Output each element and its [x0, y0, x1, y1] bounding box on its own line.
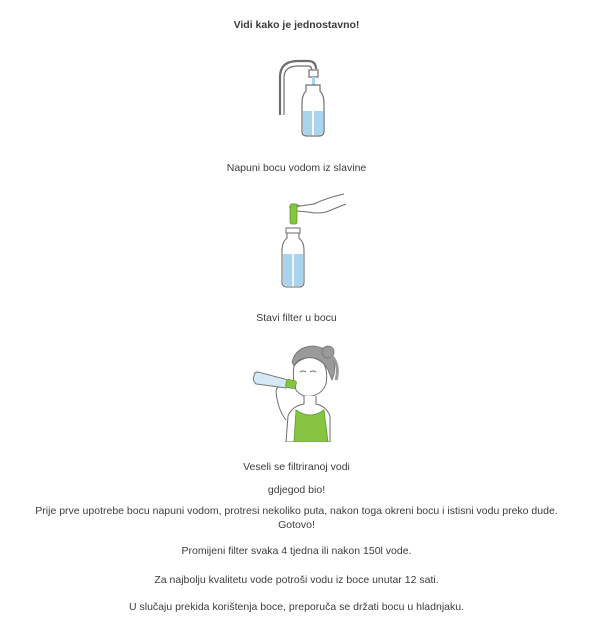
note-first-use: Prije prve upotrebe bocu napuni vodom, protresi nekoliko puta, nakon toga okreni bocu i istisni vodu preko dude. [35, 505, 558, 517]
woman-drinking-illustration [252, 340, 346, 442]
step-caption-fill: Napuni bocu vodom iz slavine [226, 162, 367, 174]
note-best-quality: Za najbolju kvalitetu vode potroši vodu iz boce unutar 12 sati. [154, 574, 439, 586]
page-title: Vidi kako je jednostavno! [233, 19, 360, 31]
hand-inserting-filter-illustration [274, 192, 349, 288]
step-caption-insert-filter: Stavi filter u bocu [256, 312, 337, 324]
note-anywhere: gdjegod bio! [267, 484, 326, 496]
step-caption-enjoy: Veseli se filtriranoj vodi [243, 461, 350, 473]
faucet-filling-bottle-illustration [268, 55, 328, 140]
note-filter-change: Promijeni filter svaka 4 tjedna ili nakon 150l vode. [181, 545, 412, 557]
note-storage: U slučaju prekida korištenja boce, preporuča se držati bocu u hladnjaku. [128, 601, 465, 613]
note-done: Gotovo! [278, 519, 315, 531]
